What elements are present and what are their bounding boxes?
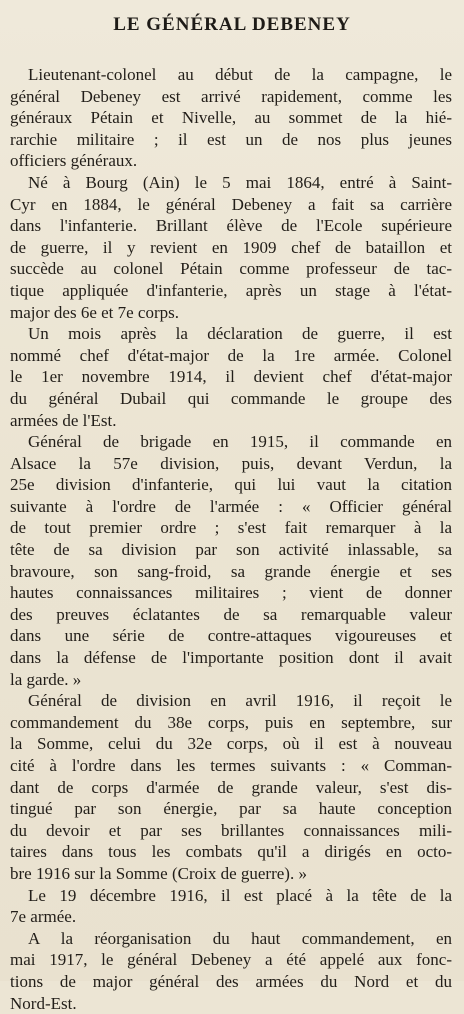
text-line: major des 6e et 7e corps. [10,302,179,322]
text-line: tête de sa division par son activité inlassable, sa [10,540,452,560]
text-line: suivante à l'ordre de l'armée : « Officier général [10,496,452,516]
text-line: de tout premier ordre ; s'est fait remarquer à la [10,518,452,538]
text-line: général Debeney est arrivé rapidement, comme les [10,86,452,106]
text-line: dant de corps d'armée de grande valeur, s'est dis- [10,777,452,797]
text-line: du devoir et par ses brillantes connaissances mili- [10,820,452,840]
article-body [10,64,452,1014]
text-line: du général Dubail qui commande le groupe des [10,388,452,408]
article-title: LE GÉNÉRAL DEBENEY [113,14,351,35]
text-line: Un mois après la déclaration de guerre, il est [28,324,452,344]
text-line: Né à Bourg (Ain) le 5 mai 1864, entré à Saint- [28,172,452,192]
text-line: rarchie militaire ; il est un de nos plus jeunes [10,129,452,149]
text-line: taires dans tous les combats qu'il a dirigés en octo- [10,842,452,862]
text-line: Alsace la 57e division, puis, devant Verdun, la [10,453,452,473]
text-line: commandement du 38e corps, puis en septembre, sur [10,712,452,732]
text-line: succède au colonel Pétain comme professeur de tac- [10,259,452,279]
text-line: mai 1917, le général Debeney a été appelé aux fonc- [10,950,452,970]
text-line: bravoure, son sang-froid, sa grande énergie et ses [10,561,452,581]
text-line: tingué par son énergie, par sa haute conception [10,799,452,819]
text-line: Le 19 décembre 1916, il est placé à la tête de la [28,885,452,905]
text-line: Lieutenant-colonel au début de la campagne, le [28,65,452,84]
text-line: bre 1916 sur la Somme (Croix de guerre). » [10,863,307,883]
text-line: tique appliquée d'infanterie, après un stage à l'état- [10,280,452,300]
text-line: cité à l'ordre dans les termes suivants : « Comman- [10,756,452,775]
text-line: généraux Pétain et Nivelle, au sommet de la hié- [10,108,452,128]
text-line: tions de major général des armées du Nord et du [10,971,452,991]
text-line: la garde. » [10,669,82,689]
text-line: dans une série de contre-attaques vigoureuses et [10,626,452,646]
text-line: A la réorganisation du haut commandement, en [28,928,452,948]
text-line: Général de brigade en 1915, il commande en [28,432,452,452]
text-line: dans la défense de l'importante position dont il avait [10,648,452,668]
text-line: de guerre, il y revient en 1909 chef de bataillon et [10,237,452,257]
text-line: dans l'infanterie. Brillant élève de l'Ecole supérieure [10,216,452,236]
text-line: nommé chef d'état-major de la 1re armée. Colonel [10,345,452,365]
text-line: Cyr en 1884, le général Debeney a fait sa carrière [10,194,452,214]
text-line: Général de division en avril 1916, il reçoit le [28,691,452,711]
text-line: armées de l'Est. [10,410,117,430]
text-line: officiers généraux. [10,151,138,171]
text-line: 25e division d'infanterie, qui lui vaut la citation [10,475,452,495]
text-line: des preuves éclatantes de sa remarquable valeur [10,604,452,624]
text-line: le 1er novembre 1914, il devient chef d'état-major [10,367,452,387]
text-line: la Somme, celui du 32e corps, où il est à nouveau [10,734,452,754]
text-line: hautes connaissances militaires ; vient de donner [10,583,452,603]
text-line: 7e armée. [10,907,77,927]
text-line: Nord-Est. [10,993,77,1013]
